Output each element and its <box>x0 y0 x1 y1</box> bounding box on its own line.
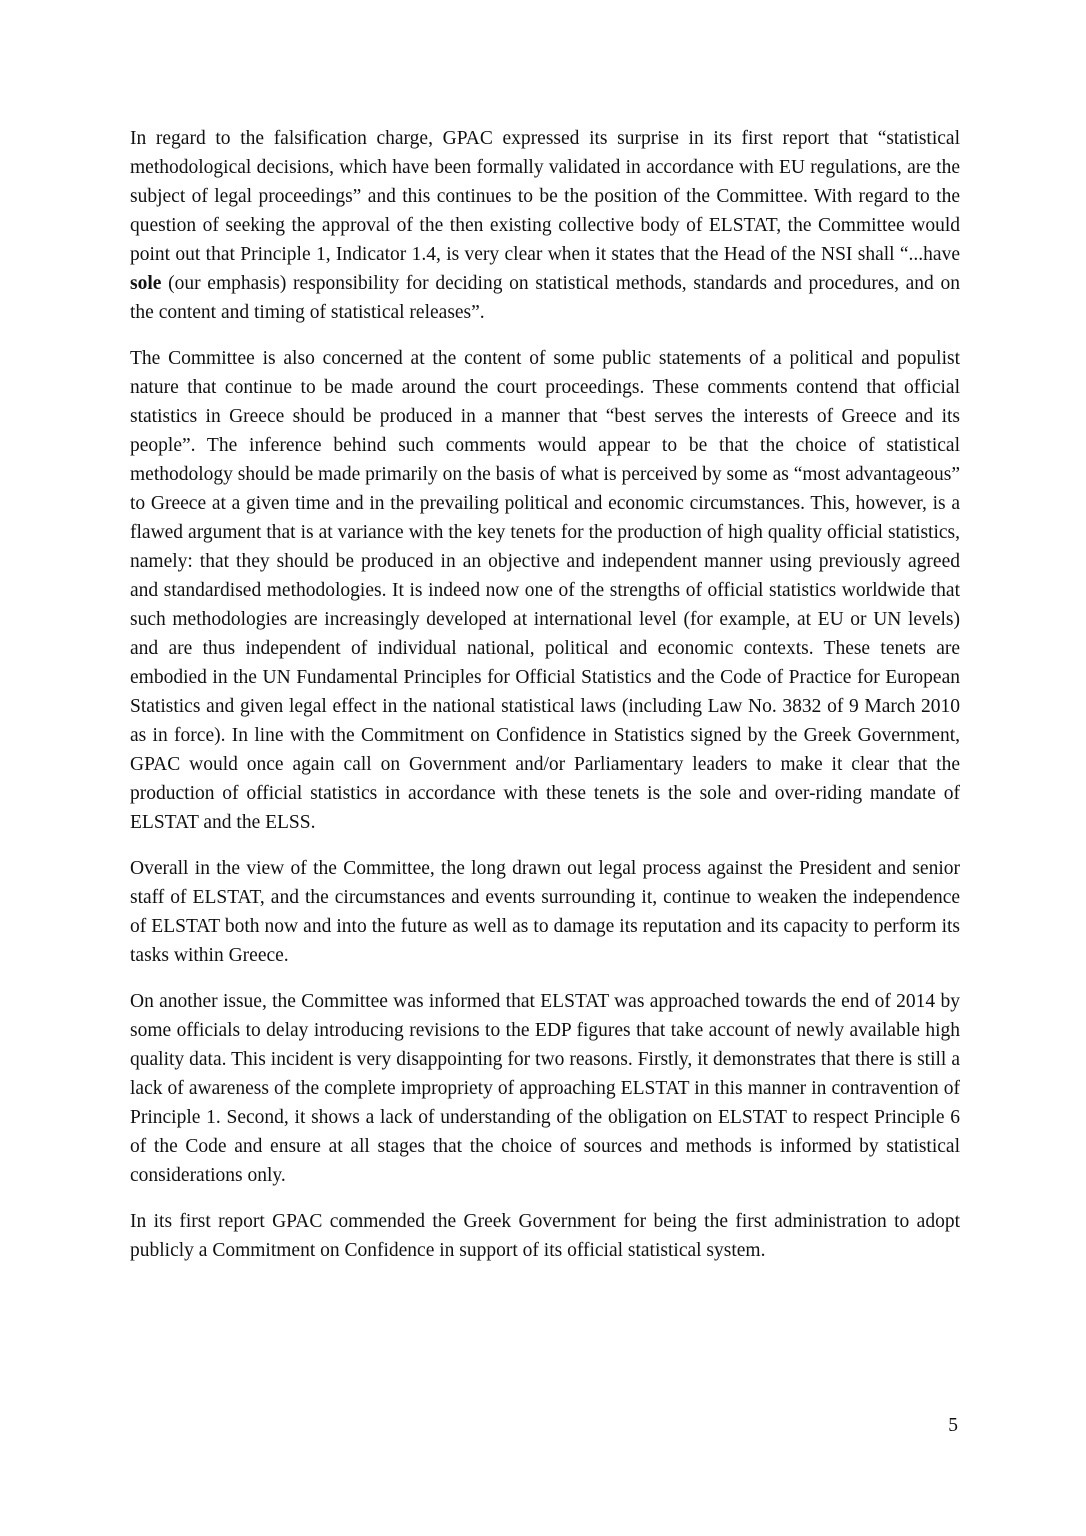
document-body <box>130 124 960 1282</box>
paragraph <box>130 344 960 837</box>
page-number: 5 <box>948 1415 958 1436</box>
paragraph <box>130 987 960 1190</box>
paragraph <box>130 854 960 970</box>
emphasized-text: sole <box>130 273 162 294</box>
paragraph <box>130 124 960 327</box>
text-run: (our emphasis) responsibility for deciding on statistical methods, standards and procedures, and on the content and timing of statistical releases”. <box>130 273 960 323</box>
text-run: In regard to the falsification charge, GPAC expressed its surprise in its first report that “statistical methodological decisions, which have been formally validated in accordance with EU regulations, are the subject of legal proceedings” and this continues to be the position of the Committee. With regard to the question of seeking the approval of the then existing collective body of ELSTAT, the Committee would point out that Principle 1, Indicator 1.4, is very clear when it states that the Head of the NSI shall “...have <box>130 128 960 265</box>
text-run: In its first report GPAC commended the Greek Government for being the first administration to adopt publicly a Commitment on Confidence in support of its official statistical system. <box>130 1211 960 1261</box>
text-run: Overall in the view of the Committee, the long drawn out legal process against the President and senior staff of ELSTAT, and the circumstances and events surrounding it, continue to weaken the independence of ELSTAT both now and into the future as well as to damage its reputation and its capacity to perform its tasks within Greece. <box>130 858 960 966</box>
paragraph <box>130 1207 960 1265</box>
text-run: The Committee is also concerned at the content of some public statements of a political and populist nature that continue to be made around the court proceedings. These comments contend that official statistics in Greece should be produced in a manner that “best serves the interests of Greece and its people”. The inference behind such comments would appear to be that the choice of statistical methodology should be made primarily on the basis of what is perceived by some as “most advantageous” to Greece at a given time and in the prevailing political and economic circumstances. This, however, is a flawed argument that is at variance with the key tenets for the production of high quality official statistics, namely: that they should be produced in an objective and independent manner using previously agreed and standardised methodologies. It is indeed now one of the strengths of official statistics worldwide that such methodologies are increasingly developed at international level (for example, at EU or UN levels) and are thus independent of individual national, political and economic contexts. These tenets are embodied in the UN Fundamental Principles for Official Statistics and the Code of Practice for European Statistics and given legal effect in the national statistical laws (including Law No. 3832 of 9 March 2010 as in force). In line with the Commitment on Confidence in Statistics signed by the Greek Government, GPAC would once again call on Government and/or Parliamentary leaders to make it clear that the production of official statistics in accordance with these tenets is the sole and over-riding mandate of ELSTAT and the ELSS. <box>130 348 960 833</box>
text-run: On another issue, the Committee was informed that ELSTAT was approached towards the end of 2014 by some officials to delay introducing revisions to the EDP figures that take account of newly available high quality data. This incident is very disappointing for two reasons. Firstly, it demonstrates that there is still a lack of awareness of the complete impropriety of approaching ELSTAT in this manner in contravention of Principle 1. Second, it shows a lack of understanding of the obligation on ELSTAT to respect Principle 6 of the Code and ensure at all stages that the choice of sources and methods is informed by statistical considerations only. <box>130 991 960 1186</box>
